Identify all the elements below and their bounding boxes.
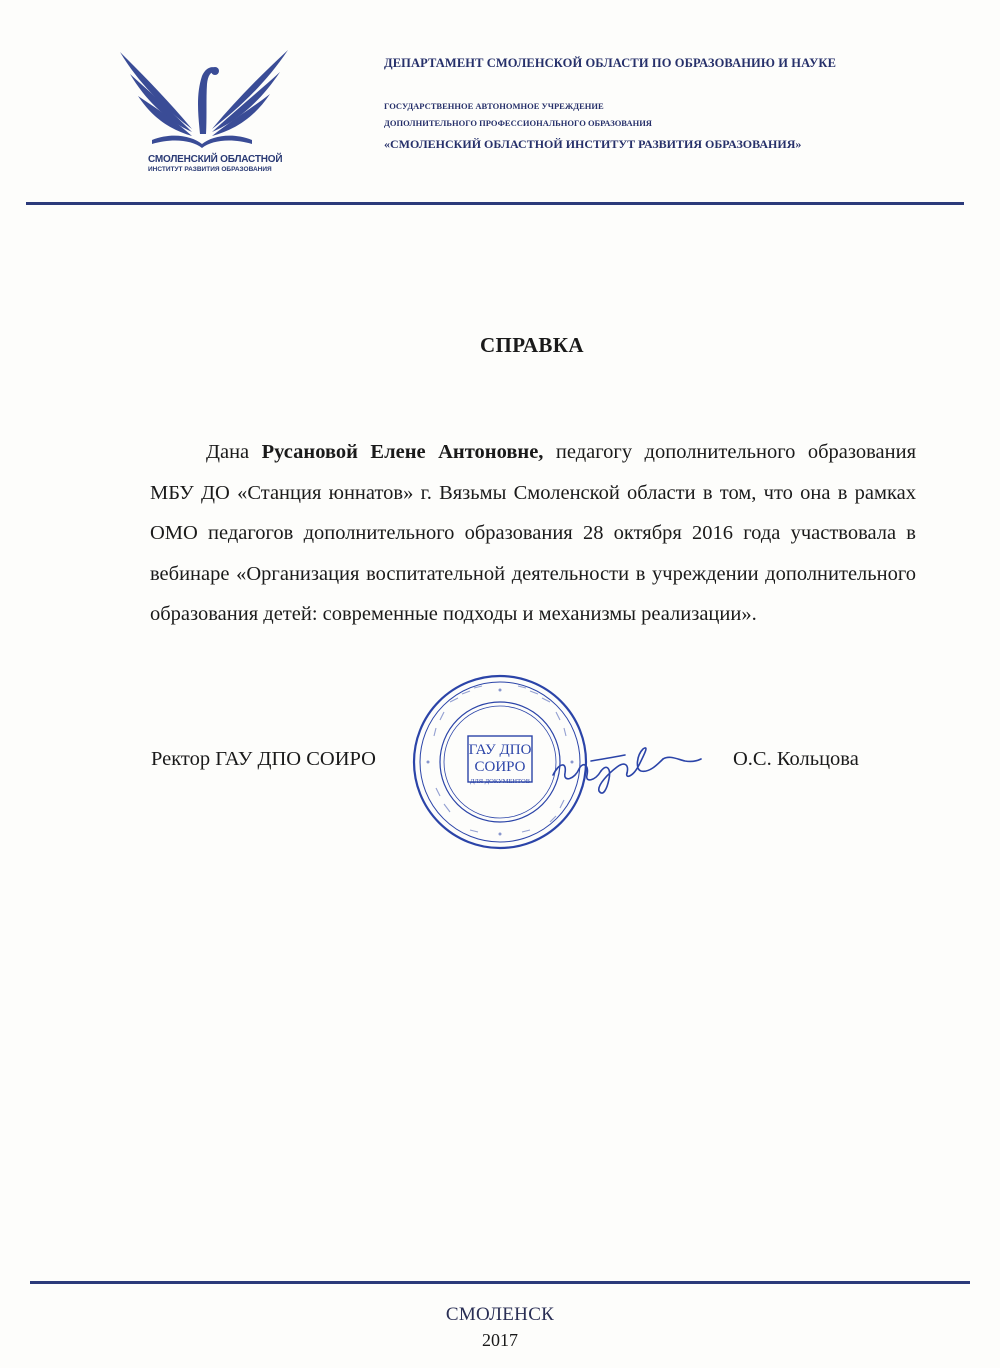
stamp-line-1: ГАУ ДПО — [468, 742, 532, 758]
institute-logo — [112, 44, 292, 179]
logo-title: СМОЛЕНСКИЙ ОБЛАСТНОЙ — [148, 154, 283, 165]
document-body — [150, 432, 916, 635]
logo-subtitle: ИНСТИТУТ РАЗВИТИЯ ОБРАЗОВАНИЯ — [148, 166, 272, 173]
phoenix-book-icon — [112, 44, 292, 154]
document-title: СПРАВКА — [479, 333, 584, 357]
header-divider — [26, 202, 964, 205]
signer-position: Ректор ГАУ ДПО СОИРО — [151, 748, 376, 770]
footer-city: СМОЛЕНСК — [445, 1304, 555, 1325]
footer-divider — [30, 1281, 970, 1284]
body-prefix: Дана — [206, 441, 262, 463]
signer-name: О.С. Кольцова — [733, 748, 859, 770]
department-name: ДЕПАРТАМЕНТ СМОЛЕНСКОЙ ОБЛАСТИ ПО ОБРАЗОВАНИЮ И НАУКЕ — [384, 56, 837, 70]
body-text: педагогу дополнительного образования МБУ ДО «Станция юннатов» г. Вязьмы Смоленской области в том, что она в рамках ОМО педагогов дополнительного образования 28 октября 2016 года участвовала в вебинаре «Организация воспитательной деятельности в учреждении дополнительного образования детей: современные подходы и механизмы реализации». — [150, 441, 916, 625]
footer-year: 2017 — [482, 1330, 518, 1350]
institution-type: ГОСУДАРСТВЕННОЕ АВТОНОМНОЕ УЧРЕЖДЕНИЕ — [384, 101, 604, 111]
institution-name: «СМОЛЕНСКИЙ ОБЛАСТНОЙ ИНСТИТУТ РАЗВИТИЯ ОБРАЗОВАНИЯ» — [384, 137, 802, 151]
recipient-name: Русановой Елене Антоновне, — [261, 441, 544, 463]
stamp-line-2: СОИРО — [474, 759, 526, 775]
handwritten-signature — [545, 725, 705, 815]
stamp-line-3: ДЛЯ ДОКУМЕНТОВ — [469, 778, 531, 785]
institution-subtype: ДОПОЛНИТЕЛЬНОГО ПРОФЕССИОНАЛЬНОГО ОБРАЗОВАНИЯ — [384, 118, 652, 128]
